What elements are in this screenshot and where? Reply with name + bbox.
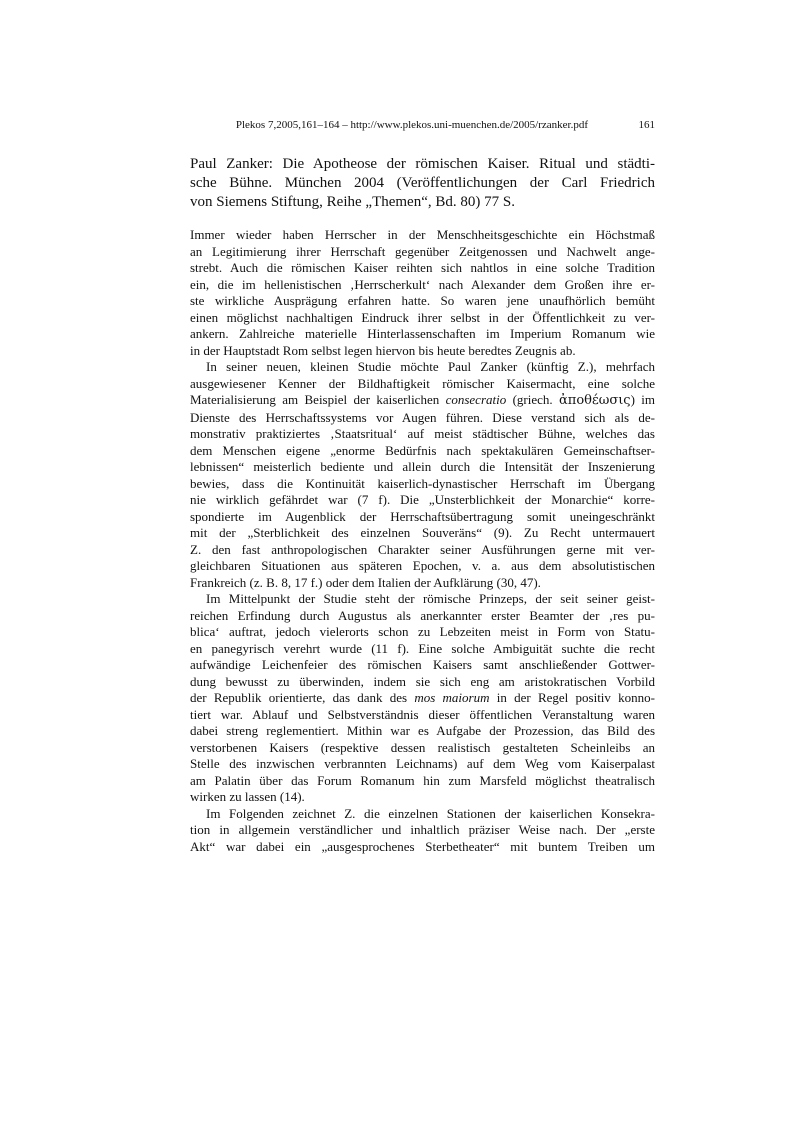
text-segment: bewies, dass die Kontinuität kaiserlich-dynastischer Herrschaft im Übergang [190, 475, 655, 491]
text-segment: dem Menschen eigene „enorme Bedürfnis nach spektakulären Gemeinschaftser- [190, 442, 655, 458]
text-segment: Dienste des Herrschaftssystems vor Augen führen. Diese verstand sich als de- [190, 409, 655, 425]
text-segment: einen möglichst nachhaltigen Eindruck ihrer selbst in der Öffentlichkeit zu ver- [190, 309, 655, 325]
text-segment: gleichbaren Situationen aus späteren Epochen, v. a. aus dem absolutistischen [190, 558, 655, 573]
text-line [190, 476, 655, 493]
paragraph [190, 227, 655, 359]
text-segment: Materialisierung am Beispiel der kaiserlichen [190, 392, 446, 407]
text-line [190, 641, 655, 658]
text-segment: dabei streng reglementiert. Mithin war es Aufgabe der Prozession, das Bild des [190, 723, 655, 738]
text-line [190, 260, 655, 277]
text-line [190, 376, 655, 393]
citation: Plekos 7,2005,161–164 – http://www.plekos.uni-muenchen.de/2005/rzanker.pdf [235, 119, 589, 131]
text-segment: blica‘ auftrat, jedoch vielerorts schon zu Lebzeiten meist in Form von Statu- [190, 624, 655, 639]
text-segment: Immer wieder haben Herrscher in der Menschheitsgeschichte ein Höchstmaß [190, 227, 655, 242]
text-segment: tiert war. Ablauf und Selbstverständnis dieser öffentlichen Veranstaltung waren [190, 706, 655, 722]
text-segment: dung bewusst zu überwinden, indem sie sich eng am aristokratischen Vorbild [190, 673, 655, 689]
text-line [190, 277, 655, 294]
text-segment: der Republik orientierte, das dank des [190, 690, 415, 705]
text-segment: wirken zu lassen (14). [190, 789, 305, 804]
text-line [190, 740, 655, 757]
text-segment: In seiner neuen, kleinen Studie möchte Paul Zanker (künftig Z.), mehrfach [206, 359, 655, 374]
text-line [190, 773, 655, 790]
text-line [190, 227, 655, 244]
text-line [190, 591, 655, 608]
text-line [190, 392, 655, 410]
text-line [190, 839, 655, 856]
text-segment: ausgewiesener Kenner der Bildhaftigkeit römischer Kaisermacht, eine solche [190, 375, 655, 391]
page-number: 161 [638, 119, 655, 131]
text-segment: an Legitimierung ihrer Herrschaft gegenüber Zeitgenossen und Nachwelt ange- [190, 243, 655, 259]
text-line [190, 410, 655, 427]
text-line [190, 310, 655, 327]
text-segment: Akt“ war dabei ein „ausgesprochenes Sterbetheater“ mit buntem Treiben um [190, 838, 655, 854]
text-segment: in der Hauptstadt Rom selbst legen hiervon bis heute beredtes Zeugnis ab. [190, 342, 576, 358]
text-line [190, 244, 655, 261]
text-line [190, 509, 655, 526]
text-line [190, 542, 655, 559]
text-line [190, 558, 655, 575]
text-segment: Frankreich (z. B. 8, 17 f.) oder dem Italien der Aufklärung (30, 47). [190, 574, 541, 590]
text-line [190, 293, 655, 310]
text-segment: strebt. Auch die römischen Kaiser reihten sich nahtlos in eine solche Tradition [190, 260, 655, 275]
text-segment: mit der „Sterblichkeit des einzelnen Souveräns“ (9). Zu Recht untermauert [190, 525, 655, 540]
review-content [190, 155, 655, 855]
text-line [190, 326, 655, 343]
review-heading [190, 155, 655, 212]
text-line [190, 426, 655, 443]
text-line [190, 608, 655, 625]
text-line [190, 690, 655, 707]
text-segment: reichen Erfindung durch Augustus als anerkannter erster Beamter der ‚res pu- [190, 607, 655, 623]
text-line [190, 707, 655, 724]
text-line [190, 459, 655, 476]
text-segment: Stelle des inzwischen verbrannten Leichnams) auf dem Weg vom Kaiserpalast [190, 756, 655, 771]
text-segment: am Palatin über das Forum Romanum hin zum Marsfeld möglichst theatralisch [190, 772, 655, 788]
text-line [190, 174, 655, 193]
text-line [190, 575, 655, 592]
text-line [190, 756, 655, 773]
text-line [190, 657, 655, 674]
text-segment: nie wirklich gefährdet war (7 f). Die „Unsterblichkeit der Monarchie“ korre- [190, 492, 655, 507]
text-segment: en panegyrisch verehrt wurde (11 f). Eine solche Ambiguität suchte die recht [190, 640, 655, 656]
text-line [190, 359, 655, 376]
running-header [190, 118, 655, 133]
text-line [190, 525, 655, 542]
italic-term: consecratio [445, 392, 507, 407]
text-line [190, 789, 655, 806]
text-segment: ) im [630, 392, 655, 407]
text-segment: Z. den fast anthropologischen Charakter seiner Ausführungen gerne mit ver- [190, 541, 655, 557]
text-line [190, 343, 655, 360]
text-line [190, 806, 655, 823]
greek-term: ἀποθέωσις [559, 393, 631, 408]
text-segment: tion in allgemein verständlicher und inhaltlich präziser Weise nach. Der „erste [190, 822, 655, 837]
text-segment: ein, die im hellenistischen ‚Herrscherkult‘ nach Alexander dem Großen ihre er- [190, 276, 655, 292]
text-line [190, 155, 655, 174]
text-segment: verstorbenen Kaisers (respektive dessen realistisch gestalteten Scheinleibs an [190, 739, 655, 755]
text-segment: aufwändige Leichenfeier des römischen Kaisers samt anschließender Gottwer- [190, 657, 655, 672]
text-segment: in der Regel positiv konno- [489, 690, 655, 705]
text-line [190, 674, 655, 691]
text-line [190, 624, 655, 641]
text-segment: spondierte im Augenblick der Herrschaftsübertragung somit uneingeschränkt [190, 508, 655, 524]
text-segment: (griech. [506, 392, 560, 407]
text-line [190, 443, 655, 460]
text-segment: sche Bühne. München 2004 (Veröffentlichungen der Carl Friedrich [190, 175, 655, 191]
text-segment: Im Mittelpunkt der Studie steht der römische Prinzeps, der seit seiner geist- [206, 591, 655, 606]
text-line [190, 822, 655, 839]
text-line [190, 193, 655, 212]
paragraph [190, 806, 655, 856]
text-segment: Im Folgenden zeichnet Z. die einzelnen Stationen der kaiserlichen Konsekra- [206, 805, 655, 821]
italic-term: mos maiorum [414, 690, 490, 705]
paragraph [190, 591, 655, 806]
text-line [190, 492, 655, 509]
text-segment: ankern. Zahlreiche materielle Hinterlassenschaften im Imperium Romanum wie [190, 326, 655, 341]
paragraph [190, 359, 655, 591]
text-column [190, 0, 655, 855]
text-segment: Paul Zanker: Die Apotheose der römischen Kaiser. Ritual und städti- [190, 156, 655, 172]
text-segment: ste wirkliche Ausprägung erfahren hatte. So waren jene unaufhörlich bemüht [190, 293, 655, 308]
text-segment: monstrativ praktiziertes ‚Staatsritual‘ auf meist städtischer Bühne, welches das [190, 426, 655, 441]
text-line [190, 723, 655, 740]
text-segment: von Siemens Stiftung, Reihe „Themen“, Bd. 80) 77 S. [190, 194, 515, 210]
text-segment: lebnissen“ meisterlich bediente und allein durch die Intensität der Inszenierung [190, 459, 655, 474]
